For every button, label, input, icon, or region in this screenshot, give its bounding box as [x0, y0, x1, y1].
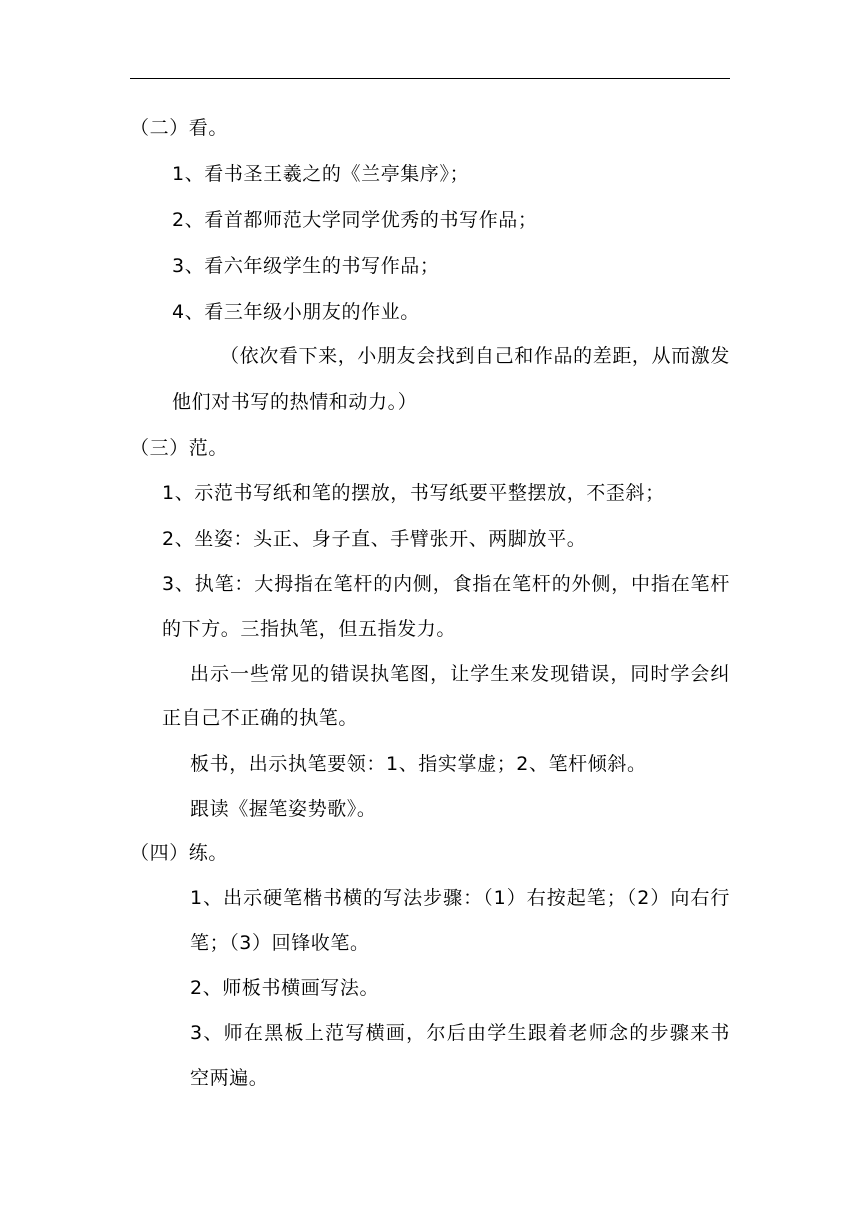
section-heading-look: （二）看。 [130, 117, 229, 139]
list-item-cont: 笔；（3）回锋收笔。 [190, 932, 370, 954]
header-rule [130, 78, 730, 79]
list-item: 1、出示硬笔楷书横的写法步骤：（1）右按起笔；（2）向右行 [190, 887, 730, 909]
list-item: 3、师在黑板上范写横画，尔后由学生跟着老师念的步骤来书 [190, 1022, 730, 1044]
section-heading-demo: （三）范。 [130, 437, 229, 459]
paragraph: 跟读《握笔姿势歌》。 [190, 798, 377, 820]
list-item: 3、看六年级学生的书写作品； [172, 255, 440, 277]
list-item-cont: 空两遍。 [190, 1067, 269, 1089]
paragraph: 出示一些常见的错误执笔图，让学生来发现错误，同时学会纠 [190, 663, 730, 685]
list-item-cont: 的下方。三指执笔，但五指发力。 [162, 618, 457, 640]
list-item: 2、师板书横画写法。 [190, 977, 380, 999]
paragraph-note: （依次看下来，小朋友会找到自己和作品的差距，从而激发 [220, 345, 730, 367]
section-heading-practice: （四）练。 [130, 842, 229, 864]
paragraph: 板书，出示执笔要领：1、指实掌虚；2、笔杆倾斜。 [190, 753, 647, 775]
list-item: 1、示范书写纸和笔的摆放，书写纸要平整摆放，不歪斜； [162, 482, 665, 504]
paragraph-cont: 正自己不正确的执笔。 [162, 707, 359, 729]
list-item: 2、看首都师范大学同学优秀的书写作品； [172, 209, 538, 231]
list-item: 2、坐姿：头正、身子直、手臂张开、两脚放平。 [162, 528, 587, 550]
list-item: 3、执笔：大拇指在笔杆的内侧，食指在笔杆的外侧，中指在笔杆 [162, 573, 730, 595]
list-item: 1、看书圣王羲之的《兰亭集序》； [172, 163, 470, 185]
paragraph-note-cont: 他们对书写的热情和动力。） [172, 391, 418, 413]
list-item: 4、看三年级小朋友的作业。 [172, 301, 420, 323]
